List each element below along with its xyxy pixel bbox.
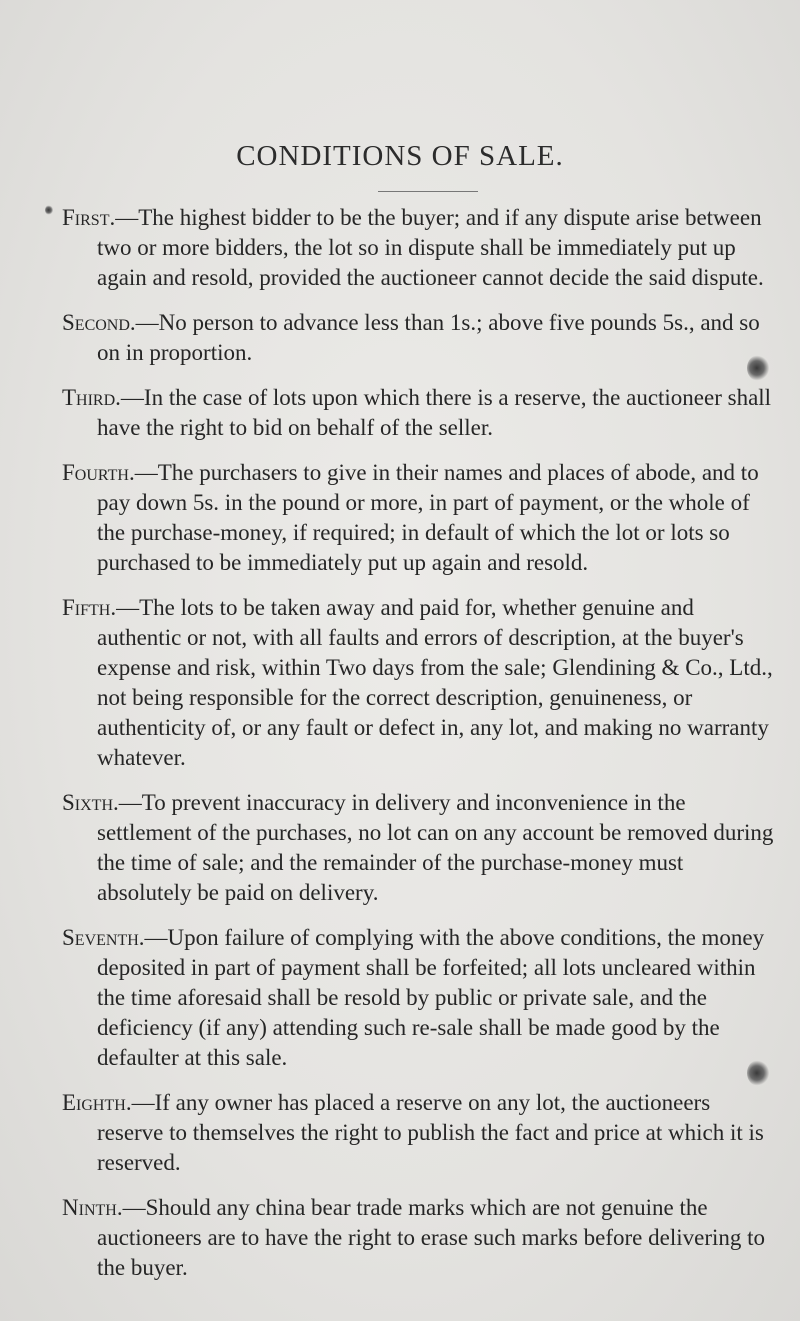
clause-heading: First. (62, 205, 116, 230)
clause-ninth (62, 1193, 774, 1283)
clause-heading: Second. (62, 310, 136, 335)
clause-text: —The purchasers to give in their names and places of abode, and to pay down 5s. in the pound or more, in part of payment, or the whole of the purchase-money, if required; in default of which the lot or lots so purchased to be immediately put up again and resold. (97, 460, 759, 575)
clause-heading: Seventh. (62, 925, 145, 950)
ink-smudge (747, 355, 769, 381)
ink-smudge (747, 1060, 769, 1086)
clause-text: —No person to advance less than 1s.; above five pounds 5s., and so on in proportion. (97, 310, 760, 365)
clause-text: —If any owner has placed a reserve on any lot, the auctioneers reserve to themselves the right to publish the fact and price at which it is reserved. (97, 1090, 764, 1175)
clause-first (62, 203, 774, 293)
clause-heading: Fourth. (62, 460, 135, 485)
clause-sixth (62, 788, 774, 908)
ink-dot (45, 205, 53, 215)
clause-fourth (62, 458, 774, 578)
clause-text: —Upon failure of complying with the above conditions, the money deposited in part of payment shall be forfeited; all lots uncleared within the time aforesaid shall be resold by public or private sale, and the deficiency (if any) attending such re-sale shall be made good by the defaulter at this sale. (97, 925, 765, 1070)
clause-text: —In the case of lots upon which there is a reserve, the auctioneer shall have the right to bid on behalf of the seller. (97, 385, 772, 440)
clause-text: —The lots to be taken away and paid for, whether genuine and authentic or not, with all faults and errors of description, at the buyer's expense and risk, within Two days from the sale; Glendining & Co., Ltd., not being responsible for the correct description, genuineness, or authenticity of, or any fault or defect in, any lot, and making no warranty whatever. (97, 595, 773, 770)
clause-text: —To prevent inaccuracy in delivery and inconvenience in the settlement of the purchases, no lot can on any account be removed during the time of sale; and the remainder of the purchase-money must absolutely be paid on delivery. (97, 790, 774, 905)
clause-heading: Sixth. (62, 790, 119, 815)
clause-heading: Eighth. (62, 1090, 132, 1115)
clause-heading: Fifth. (62, 595, 117, 620)
clause-seventh (62, 923, 774, 1073)
clause-second (62, 308, 774, 368)
clause-text: —Should any china bear trade marks which are not genuine the auctioneers are to have the right to erase such marks before delivering to the buyer. (97, 1195, 766, 1280)
clause-third (62, 383, 774, 443)
clause-text: —The highest bidder to be the buyer; and if any dispute arise between two or more bidders, the lot so in dispute shall be immediately put up again and resold, provided the auctioneer cannot decide the said dispute. (97, 205, 764, 290)
clause-heading: Ninth. (62, 1195, 123, 1220)
page-title: CONDITIONS OF SALE. (236, 140, 564, 172)
clause-eighth (62, 1088, 774, 1178)
clause-fifth (62, 593, 774, 773)
clause-heading: Third. (62, 385, 121, 410)
title-divider (378, 191, 478, 192)
